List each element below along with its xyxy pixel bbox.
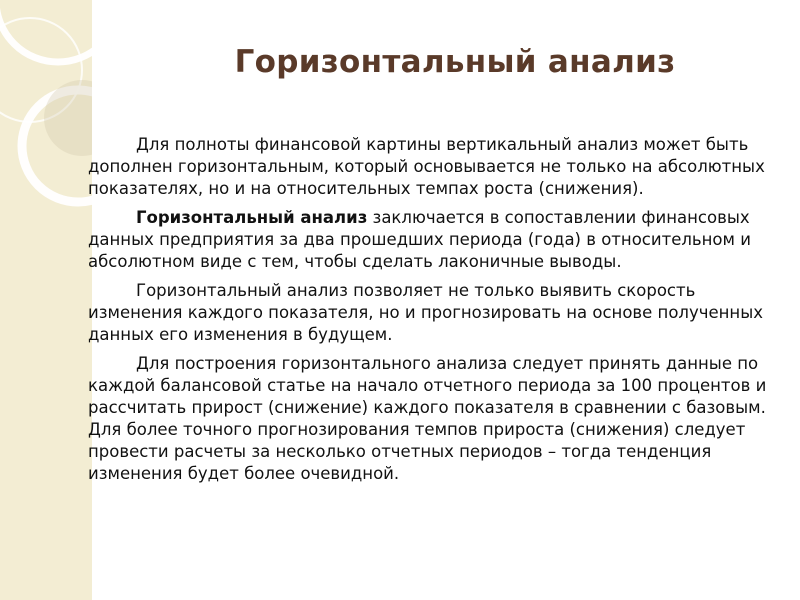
decorative-circles xyxy=(0,0,92,600)
decorative-side-panel xyxy=(0,0,92,600)
paragraph-2-bold-term: Горизонтальный анализ xyxy=(136,208,368,227)
paragraph-3-text: Горизонтальный анализ позволяет не только выявить скорость изменения каждого показателя, но и прогнозировать на основе полученных данных его изменения в будущем. xyxy=(88,281,764,344)
paragraph-2 xyxy=(88,207,778,273)
decorative-disc-shadow xyxy=(44,80,92,156)
paragraph-4 xyxy=(88,353,778,485)
paragraph-1 xyxy=(88,134,778,200)
paragraph-3 xyxy=(88,280,778,346)
paragraph-4-text: Для построения горизонтального анализа следует принять данные по каждой балансовой статье на начало отчетного периода за 100 процентов и рассчитать прирост (снижение) каждого показателя в сравнении с базовым. Для более точного прогнозирования темпов прироста (снижения) следует провести расчеты за несколько отчетных периодов – тогда тенденция изменения будет более очевидной. xyxy=(88,354,767,483)
paragraph-2-text: заключается в сопоставлении финансовых данных предприятия за два прошедших периода (года) в относительном и абсолютном виде с тем, чтобы сделать лаконичные выводы. xyxy=(88,208,751,271)
slide-title: Горизонтальный анализ xyxy=(234,44,676,80)
paragraph-1-text: Для полноты финансовой картины вертикальный анализ может быть дополнен горизонтальным, который основывается не только на абсолютных показателях, но и на относительных темпах роста (снижения). xyxy=(88,135,765,198)
slide-body xyxy=(88,134,778,492)
